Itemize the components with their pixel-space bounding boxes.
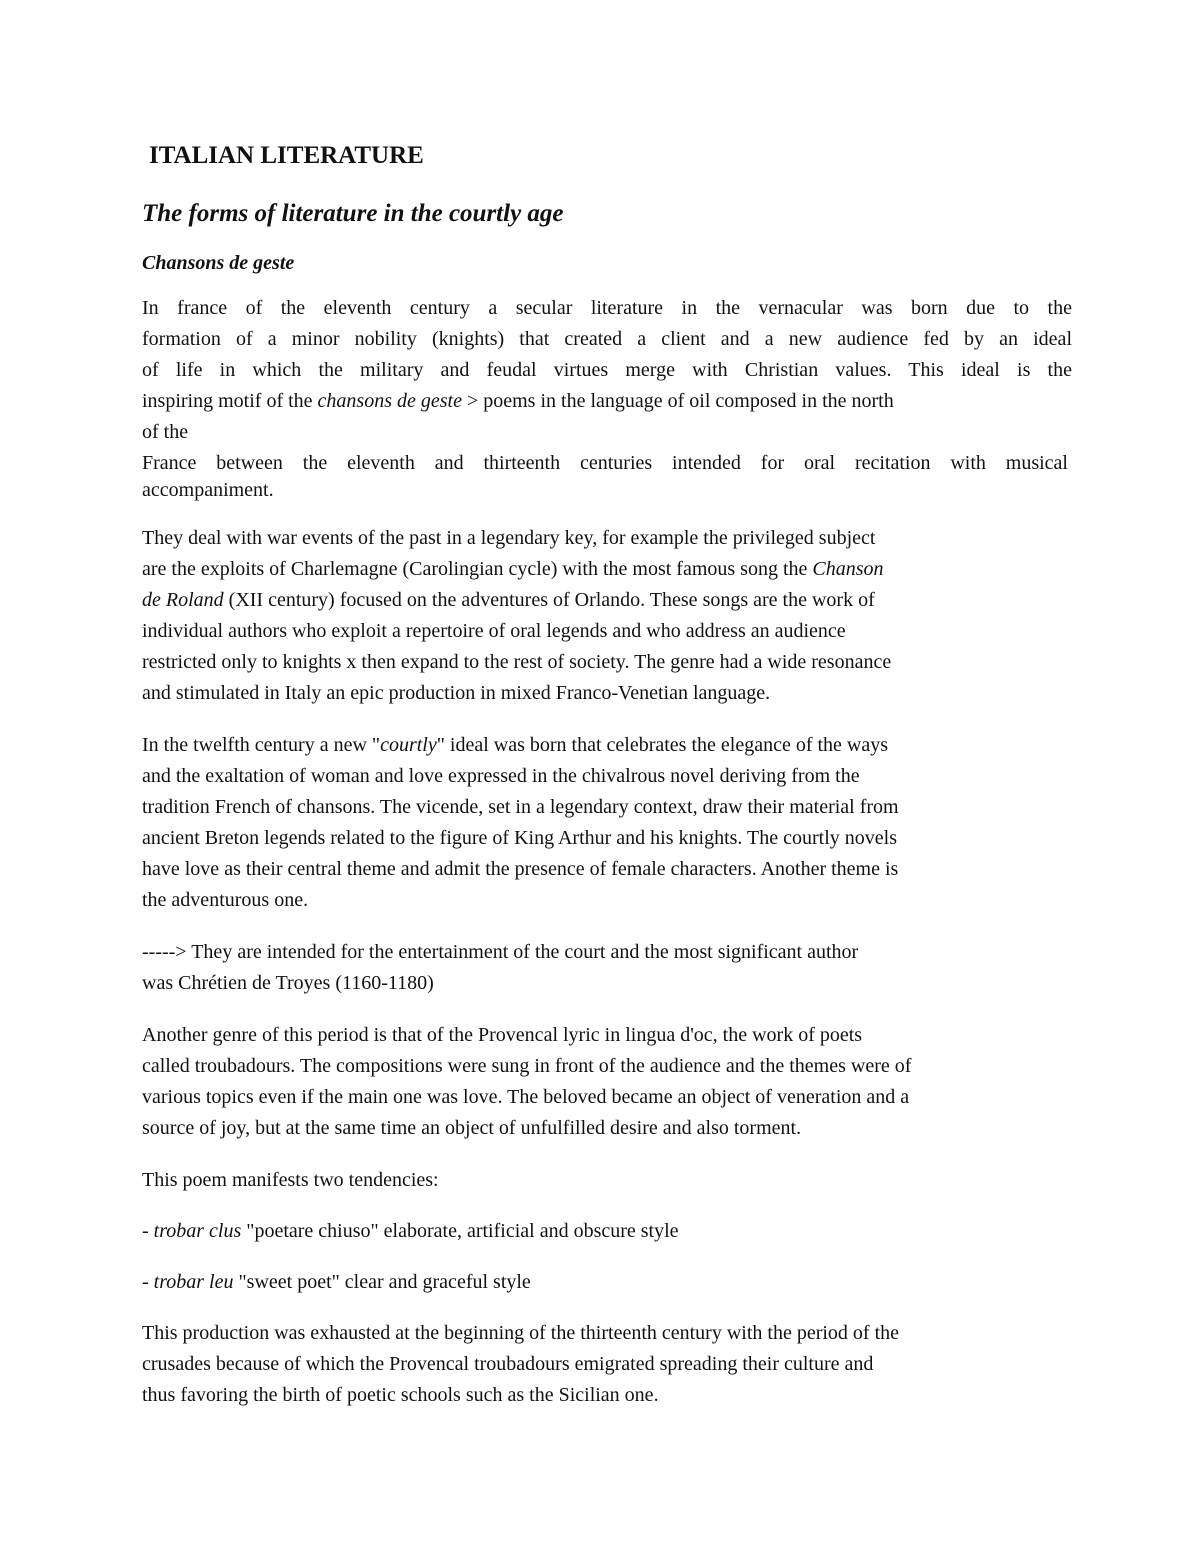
italic-term: courtly — [380, 734, 437, 756]
text-run: "sweet poet" clear and graceful style — [233, 1271, 531, 1293]
paragraph-line: tradition French of chansons. The vicende, set in a legendary context, draw their material from — [142, 796, 899, 818]
list-item-trobar-leu — [142, 1267, 1072, 1298]
paragraph-line: of life in which the military and feudal virtues merge with Christian values. This ideal is the — [142, 359, 1072, 381]
paragraph-line: individual authors who exploit a repertoire of oral legends and who address an audience — [142, 620, 846, 642]
document-subtitle: The forms of literature in the courtly age — [142, 200, 564, 227]
list-dash: - — [142, 1220, 154, 1242]
paragraph-line: They deal with war events of the past in a legendary key, for example the privileged subject — [142, 527, 876, 549]
paragraph-line: thus favoring the birth of poetic schools such as the Sicilian one. — [142, 1384, 659, 1406]
text-run: In the twelfth century a new " — [142, 734, 381, 756]
list-dash: - — [142, 1271, 154, 1293]
paragraph-line — [142, 585, 1072, 616]
list-item-trobar-clus — [142, 1216, 1072, 1247]
paragraph-line: the adventurous one. — [142, 889, 309, 911]
paragraph-line: and the exaltation of woman and love expressed in the chivalrous novel deriving from the — [142, 765, 860, 787]
paragraph-line — [142, 1267, 1072, 1298]
paragraph-line: This poem manifests two tendencies: — [142, 1169, 439, 1191]
paragraph-line: have love as their central theme and admit the presence of female characters. Another theme is — [142, 858, 899, 880]
document-page — [142, 138, 1072, 1411]
paragraph-7 — [142, 1318, 1072, 1411]
paragraph-1 — [142, 293, 1072, 501]
section-heading: Chansons de geste — [142, 252, 295, 274]
paragraph-line: source of joy, but at the same time an object of unfulfilled desire and also torment. — [142, 1117, 802, 1139]
paragraph-line: called troubadours. The compositions were sung in front of the audience and the themes were of — [142, 1055, 912, 1077]
paragraph-4 — [142, 937, 1072, 999]
paragraph-line: formation of a minor nobility (knights) that created a client and a new audience fed by an ideal — [142, 328, 1072, 350]
italic-term: chansons de geste — [317, 390, 462, 412]
paragraph-line: restricted only to knights x then expand to the rest of society. The genre had a wide resonance — [142, 651, 892, 673]
paragraph-line: Another genre of this period is that of the Provencal lyric in lingua d'oc, the work of poets — [142, 1024, 863, 1046]
paragraph-line: various topics even if the main one was love. The beloved became an object of veneration and a — [142, 1086, 910, 1108]
paragraph-line: of the — [142, 421, 189, 443]
italic-term: trobar clus — [153, 1220, 242, 1242]
italic-term: de Roland — [142, 589, 224, 611]
text-run: inspiring motif of the — [142, 390, 313, 412]
paragraph-line: and stimulated in Italy an epic production in mixed Franco-Venetian language. — [142, 682, 771, 704]
paragraph-line: -----> They are intended for the entertainment of the court and the most significant author — [142, 941, 859, 963]
paragraph-line — [142, 386, 1072, 417]
text-run: (XII century) focused on the adventures of Orlando. These songs are the work of — [228, 589, 875, 611]
paragraph-line — [142, 730, 1072, 761]
italic-term: trobar leu — [153, 1271, 234, 1293]
paragraph-line — [142, 1216, 1072, 1247]
paragraph-line: accompaniment. — [142, 479, 274, 501]
paragraph-5 — [142, 1020, 1072, 1144]
paragraph-3 — [142, 730, 1072, 916]
italic-term: Chanson — [812, 558, 884, 580]
text-run: > poems in the language of oil composed in the north — [466, 390, 894, 412]
text-run: " ideal was born that celebrates the elegance of the ways — [436, 734, 889, 756]
paragraph-line: France between the eleventh and thirteenth centuries intended for oral recitation with musical — [142, 452, 1068, 474]
text-run: "poetare chiuso" elaborate, artificial and obscure style — [241, 1220, 679, 1242]
document-title: ITALIAN LITERATURE — [149, 142, 424, 169]
paragraph-2 — [142, 523, 1072, 709]
paragraph-line: crusades because of which the Provencal troubadours emigrated spreading their culture and — [142, 1353, 874, 1375]
paragraph-line — [142, 554, 1072, 585]
paragraph-line: ancient Breton legends related to the figure of King Arthur and his knights. The courtly novels — [142, 827, 898, 849]
paragraph-line: was Chrétien de Troyes (1160-1180) — [142, 972, 434, 994]
paragraph-line: In france of the eleventh century a secular literature in the vernacular was born due to the — [142, 297, 1072, 319]
paragraph-line: This production was exhausted at the beginning of the thirteenth century with the period of the — [142, 1322, 900, 1344]
text-run: are the exploits of Charlemagne (Carolingian cycle) with the most famous song the — [142, 558, 808, 580]
paragraph-6 — [142, 1165, 1072, 1196]
